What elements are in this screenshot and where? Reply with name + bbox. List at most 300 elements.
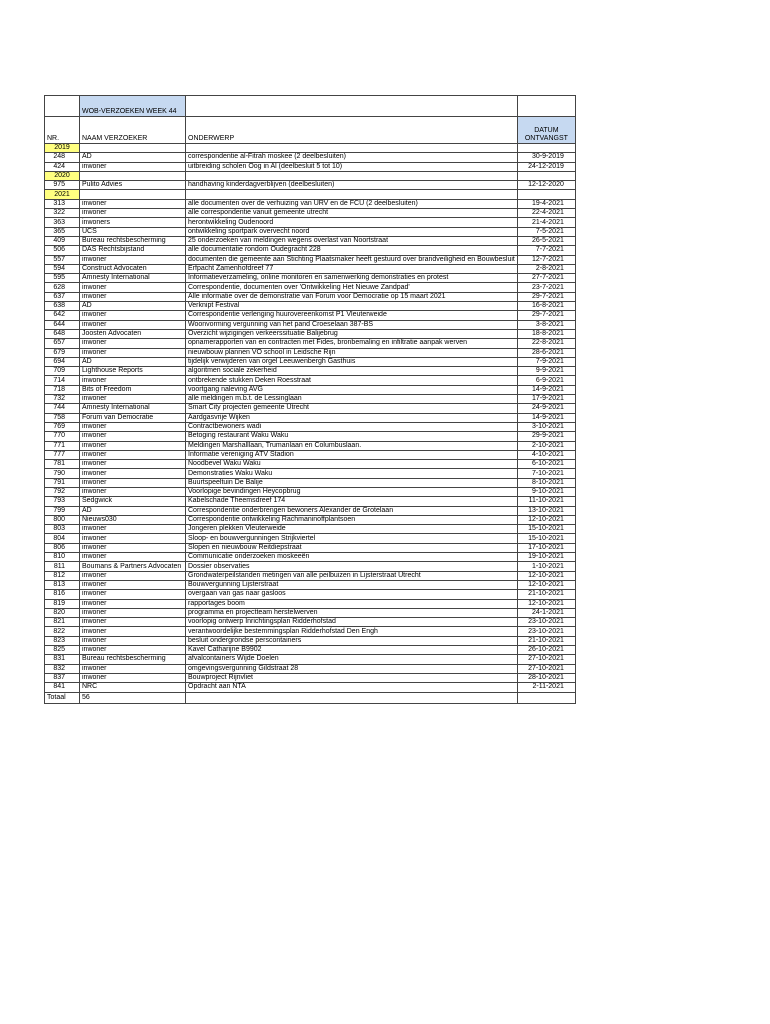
request-subject: alle correspondentie vanuit gemeente utrecht bbox=[186, 209, 518, 218]
request-subject: Correspondentie ontwikkeling Rachmaninoffplantsoen bbox=[186, 515, 518, 524]
request-number: 709 bbox=[45, 367, 80, 376]
table-row bbox=[45, 599, 576, 608]
header-onderwerp: ONDERWERP bbox=[186, 117, 518, 144]
request-number: 792 bbox=[45, 487, 80, 496]
received-date: 14-9-2021 bbox=[517, 413, 575, 422]
request-number: 694 bbox=[45, 357, 80, 366]
table-row bbox=[45, 311, 576, 320]
received-date: 7-5-2021 bbox=[517, 227, 575, 236]
table-row bbox=[45, 283, 576, 292]
request-number: 714 bbox=[45, 376, 80, 385]
empty-cell bbox=[186, 692, 518, 703]
received-date: 17-10-2021 bbox=[517, 543, 575, 552]
table-row bbox=[45, 441, 576, 450]
table-row bbox=[45, 664, 576, 673]
request-number: 781 bbox=[45, 460, 80, 469]
empty-cell bbox=[80, 144, 186, 153]
received-date: 12-10-2021 bbox=[517, 571, 575, 580]
request-number: 811 bbox=[45, 562, 80, 571]
table-row bbox=[45, 636, 576, 645]
requester-name: inwoner bbox=[80, 460, 186, 469]
requester-name: inwoner bbox=[80, 478, 186, 487]
year-row bbox=[45, 144, 576, 153]
received-date: 7-9-2021 bbox=[517, 357, 575, 366]
requester-name: Pulito Advies bbox=[80, 181, 186, 190]
request-subject: Informatie vereniging ATV Stadion bbox=[186, 450, 518, 459]
table-row bbox=[45, 571, 576, 580]
requester-name: AD bbox=[80, 302, 186, 311]
requester-name: NRC bbox=[80, 683, 186, 692]
year-row bbox=[45, 190, 576, 199]
request-subject: alle meldingen m.b.t. de Lessinglaan bbox=[186, 395, 518, 404]
requester-name: Construct Advocaten bbox=[80, 264, 186, 273]
request-number: 637 bbox=[45, 292, 80, 301]
request-number: 791 bbox=[45, 478, 80, 487]
request-subject: ontbrekende stukken Deken Roesstraat bbox=[186, 376, 518, 385]
table-row bbox=[45, 199, 576, 208]
requester-name: inwoner bbox=[80, 339, 186, 348]
requester-name: inwoners bbox=[80, 218, 186, 227]
request-subject: Meldingen Marshalllaan, Trumanlaan en Columbuslaan. bbox=[186, 441, 518, 450]
received-date: 12-12-2020 bbox=[517, 181, 575, 190]
request-number: 816 bbox=[45, 590, 80, 599]
received-date: 15-10-2021 bbox=[517, 525, 575, 534]
received-date: 8-10-2021 bbox=[517, 478, 575, 487]
requester-name: inwoner bbox=[80, 627, 186, 636]
request-subject: Erfpacht Zamenhofdreef 77 bbox=[186, 264, 518, 273]
requester-name: inwoner bbox=[80, 441, 186, 450]
year-label: 2019 bbox=[45, 144, 80, 153]
table-row bbox=[45, 227, 576, 236]
header-row bbox=[45, 117, 576, 144]
table-row bbox=[45, 246, 576, 255]
title-row bbox=[45, 96, 576, 117]
requester-name: inwoner bbox=[80, 534, 186, 543]
table-row bbox=[45, 339, 576, 348]
received-date: 21-10-2021 bbox=[517, 636, 575, 645]
request-number: 975 bbox=[45, 181, 80, 190]
request-subject: Sloop- en bouwvergunningen Strijkviertel bbox=[186, 534, 518, 543]
received-date: 24-12-2019 bbox=[517, 162, 575, 171]
request-number: 679 bbox=[45, 348, 80, 357]
request-subject: Contractbewoners wadi bbox=[186, 422, 518, 431]
total-row bbox=[45, 692, 576, 703]
requester-name: inwoner bbox=[80, 618, 186, 627]
request-subject: Bouwvergunning Lijsterstraat bbox=[186, 580, 518, 589]
received-date: 9-9-2021 bbox=[517, 367, 575, 376]
empty-cell bbox=[186, 144, 518, 153]
table-row bbox=[45, 478, 576, 487]
table-row bbox=[45, 562, 576, 571]
table-row bbox=[45, 162, 576, 171]
request-subject: ontwikkeling sportpark overvecht noord bbox=[186, 227, 518, 236]
table-row bbox=[45, 627, 576, 636]
request-number: 595 bbox=[45, 274, 80, 283]
received-date: 6-10-2021 bbox=[517, 460, 575, 469]
request-subject: Dossier observaties bbox=[186, 562, 518, 571]
table-row bbox=[45, 534, 576, 543]
total-count: 56 bbox=[80, 692, 186, 703]
requester-name: inwoner bbox=[80, 646, 186, 655]
requester-name: inwoner bbox=[80, 162, 186, 171]
received-date: 15-10-2021 bbox=[517, 534, 575, 543]
table-row bbox=[45, 395, 576, 404]
received-date: 19-10-2021 bbox=[517, 553, 575, 562]
requester-name: Bureau rechtsbescherming bbox=[80, 655, 186, 664]
requester-name: inwoner bbox=[80, 525, 186, 534]
requester-name: inwoner bbox=[80, 395, 186, 404]
request-subject: Correspondentie onderbrengen bewoners Alexander de Grotelaan bbox=[186, 506, 518, 515]
request-number: 506 bbox=[45, 246, 80, 255]
request-number: 825 bbox=[45, 646, 80, 655]
request-subject: Smart City projecten gemeente Utrecht bbox=[186, 404, 518, 413]
request-number: 424 bbox=[45, 162, 80, 171]
received-date: 2-8-2021 bbox=[517, 264, 575, 273]
header-datum: DATUM ONTVANGST bbox=[517, 117, 575, 144]
request-number: 813 bbox=[45, 580, 80, 589]
request-subject: tijdelijk verwijderen van orgel Leeuwenbergh Gasthuis bbox=[186, 357, 518, 366]
request-subject: alle documenten over de verhuizing van URV en de FCU (2 deelbesluiten) bbox=[186, 199, 518, 208]
empty-cell bbox=[517, 190, 575, 199]
request-subject: Demonstraties Waku Waku bbox=[186, 469, 518, 478]
request-subject: voorlopig ontwerp Inrichtingsplan Ridderhofstad bbox=[186, 618, 518, 627]
requester-name: inwoner bbox=[80, 209, 186, 218]
table-row bbox=[45, 515, 576, 524]
request-subject: Informatieverzameling, online monitoren en samenwerking demonstraties en protest bbox=[186, 274, 518, 283]
request-subject: verantwoordelijke bestemmingsplan Ridderhofstad Den Engh bbox=[186, 627, 518, 636]
received-date: 9-10-2021 bbox=[517, 487, 575, 496]
received-date: 28-10-2021 bbox=[517, 673, 575, 682]
empty-cell bbox=[517, 171, 575, 180]
requester-name: inwoner bbox=[80, 487, 186, 496]
header-naam: NAAM VERZOEKER bbox=[80, 117, 186, 144]
requester-name: inwoner bbox=[80, 292, 186, 301]
sheet-title: WOB-VERZOEKEN WEEK 44 bbox=[80, 96, 186, 117]
request-subject: overgaan van gas naar gasloos bbox=[186, 590, 518, 599]
table-row bbox=[45, 329, 576, 338]
table-row bbox=[45, 525, 576, 534]
empty-cell bbox=[517, 144, 575, 153]
request-number: 657 bbox=[45, 339, 80, 348]
empty-cell bbox=[186, 171, 518, 180]
received-date: 2-11-2021 bbox=[517, 683, 575, 692]
received-date: 27-10-2021 bbox=[517, 655, 575, 664]
table-row bbox=[45, 357, 576, 366]
requester-name: Amnesty International bbox=[80, 404, 186, 413]
received-date: 23-10-2021 bbox=[517, 618, 575, 627]
requester-name: inwoner bbox=[80, 320, 186, 329]
request-subject: Kavel Catharijne B9902 bbox=[186, 646, 518, 655]
empty-cell bbox=[517, 692, 575, 703]
received-date: 1-10-2021 bbox=[517, 562, 575, 571]
empty-cell bbox=[80, 171, 186, 180]
received-date: 4-10-2021 bbox=[517, 450, 575, 459]
table-row bbox=[45, 320, 576, 329]
request-subject: Betoging restaurant Waku Waku bbox=[186, 432, 518, 441]
received-date: 24-9-2021 bbox=[517, 404, 575, 413]
request-subject: Alle informatie over de demonstratie van Forum voor Democratie op 15 maart 2021 bbox=[186, 292, 518, 301]
request-subject: Kabelschade Theemsdreef 174 bbox=[186, 497, 518, 506]
requester-name: inwoner bbox=[80, 469, 186, 478]
requester-name: inwoner bbox=[80, 199, 186, 208]
year-label: 2021 bbox=[45, 190, 80, 199]
request-subject: Slopen en nieuwbouw Reitdiepstraat bbox=[186, 543, 518, 552]
received-date: 24-1-2021 bbox=[517, 608, 575, 617]
request-subject: Grondwaterpeilstanden metingen van alle peilbuizen in Lijsterstraat Utrecht bbox=[186, 571, 518, 580]
request-number: 648 bbox=[45, 329, 80, 338]
request-number: 837 bbox=[45, 673, 80, 682]
request-subject: Voorlopige bevindingen Heycopbrug bbox=[186, 487, 518, 496]
received-date: 23-7-2021 bbox=[517, 283, 575, 292]
request-subject: Opdracht aan NTA bbox=[186, 683, 518, 692]
received-date: 13-10-2021 bbox=[517, 506, 575, 515]
table-row bbox=[45, 618, 576, 627]
requester-name: Boumans & Partners Advocaten bbox=[80, 562, 186, 571]
requester-name: inwoner bbox=[80, 571, 186, 580]
received-date: 21-10-2021 bbox=[517, 590, 575, 599]
received-date: 29-7-2021 bbox=[517, 292, 575, 301]
requester-name: inwoner bbox=[80, 673, 186, 682]
request-subject: algoritmen sociale zekerheid bbox=[186, 367, 518, 376]
request-number: 313 bbox=[45, 199, 80, 208]
table-row bbox=[45, 553, 576, 562]
request-number: 831 bbox=[45, 655, 80, 664]
request-number: 409 bbox=[45, 236, 80, 245]
request-number: 820 bbox=[45, 608, 80, 617]
total-label: Totaal bbox=[45, 692, 80, 703]
table-row bbox=[45, 460, 576, 469]
request-number: 793 bbox=[45, 497, 80, 506]
request-subject: Verknipt Festival bbox=[186, 302, 518, 311]
requester-name: Sedgwick bbox=[80, 497, 186, 506]
request-number: 758 bbox=[45, 413, 80, 422]
request-number: 248 bbox=[45, 153, 80, 162]
request-subject: Correspondentie, documenten over 'Ontwikkeling Het Nieuwe Zandpad' bbox=[186, 283, 518, 292]
requester-name: inwoner bbox=[80, 283, 186, 292]
received-date: 27-7-2021 bbox=[517, 274, 575, 283]
received-date: 29-7-2021 bbox=[517, 311, 575, 320]
table-row bbox=[45, 255, 576, 264]
table-row bbox=[45, 450, 576, 459]
request-subject: afvalcontainers Wijde Doelen bbox=[186, 655, 518, 664]
request-subject: nieuwbouw plannen VO school in Leidsche Rijn bbox=[186, 348, 518, 357]
requester-name: Bits of Freedom bbox=[80, 385, 186, 394]
request-number: 799 bbox=[45, 506, 80, 515]
received-date: 28-6-2021 bbox=[517, 348, 575, 357]
request-number: 594 bbox=[45, 264, 80, 273]
request-number: 718 bbox=[45, 385, 80, 394]
table-row bbox=[45, 422, 576, 431]
received-date: 12-10-2021 bbox=[517, 580, 575, 589]
requester-name: inwoner bbox=[80, 348, 186, 357]
request-number: 363 bbox=[45, 218, 80, 227]
requester-name: inwoner bbox=[80, 664, 186, 673]
requester-name: AD bbox=[80, 357, 186, 366]
request-subject: uitbreiding scholen Oog in Al (deelbesluit 5 tot 10) bbox=[186, 162, 518, 171]
table-row bbox=[45, 608, 576, 617]
request-number: 557 bbox=[45, 255, 80, 264]
received-date: 7-10-2021 bbox=[517, 469, 575, 478]
received-date: 2-10-2021 bbox=[517, 441, 575, 450]
received-date: 21-4-2021 bbox=[517, 218, 575, 227]
request-subject: Correspondentie verlenging huurovereenkomst P1 Vleuterweide bbox=[186, 311, 518, 320]
requester-name: inwoner bbox=[80, 432, 186, 441]
request-subject: herontwikkeling Oudenoord bbox=[186, 218, 518, 227]
received-date: 19-4-2021 bbox=[517, 199, 575, 208]
table-row bbox=[45, 683, 576, 692]
received-date: 26-5-2021 bbox=[517, 236, 575, 245]
table-row bbox=[45, 413, 576, 422]
requester-name: Joosten Advocaten bbox=[80, 329, 186, 338]
received-date: 27-10-2021 bbox=[517, 664, 575, 673]
table-row bbox=[45, 153, 576, 162]
table-row bbox=[45, 487, 576, 496]
requester-name: inwoner bbox=[80, 543, 186, 552]
received-date: 18-8-2021 bbox=[517, 329, 575, 338]
received-date: 17-9-2021 bbox=[517, 395, 575, 404]
request-number: 365 bbox=[45, 227, 80, 236]
request-subject: alle documentatie rondom Oudegracht 228 bbox=[186, 246, 518, 255]
request-number: 821 bbox=[45, 618, 80, 627]
request-subject: Communicatie onderzoeken moskeeën bbox=[186, 553, 518, 562]
received-date: 26-10-2021 bbox=[517, 646, 575, 655]
request-subject: omgevingsvergunning Gildstraat 28 bbox=[186, 664, 518, 673]
received-date: 3-10-2021 bbox=[517, 422, 575, 431]
requester-name: inwoner bbox=[80, 255, 186, 264]
requester-name: AD bbox=[80, 506, 186, 515]
requester-name: inwoner bbox=[80, 450, 186, 459]
request-subject: Woonvorming vergunning van het pand Croeselaan 387-BS bbox=[186, 320, 518, 329]
table-row bbox=[45, 302, 576, 311]
table-row bbox=[45, 236, 576, 245]
request-subject: Noodbevel Waku Waku bbox=[186, 460, 518, 469]
request-subject: opnamerapporten van en contracten met Fides, bronbemaling en infiltratie aanpak werven bbox=[186, 339, 518, 348]
request-subject: Buurtspeeltuin De Balije bbox=[186, 478, 518, 487]
year-label: 2020 bbox=[45, 171, 80, 180]
request-subject: programma en projectteam herstelwerven bbox=[186, 608, 518, 617]
requester-name: Forum van Democratie bbox=[80, 413, 186, 422]
received-date: 12-10-2021 bbox=[517, 599, 575, 608]
request-number: 322 bbox=[45, 209, 80, 218]
requester-name: inwoner bbox=[80, 599, 186, 608]
request-number: 638 bbox=[45, 302, 80, 311]
request-subject: voortgang naleving AVG bbox=[186, 385, 518, 394]
received-date: 11-10-2021 bbox=[517, 497, 575, 506]
received-date: 22-4-2021 bbox=[517, 209, 575, 218]
table-row bbox=[45, 404, 576, 413]
table-row bbox=[45, 497, 576, 506]
request-subject: 25 onderzoeken van meldingen wegens overlast van Noortstraat bbox=[186, 236, 518, 245]
request-number: 819 bbox=[45, 599, 80, 608]
table-row bbox=[45, 432, 576, 441]
requester-name: Nieuws030 bbox=[80, 515, 186, 524]
requester-name: inwoner bbox=[80, 590, 186, 599]
year-row bbox=[45, 171, 576, 180]
requester-name: inwoner bbox=[80, 580, 186, 589]
table-row bbox=[45, 264, 576, 273]
table-row bbox=[45, 590, 576, 599]
request-subject: besluit ondergrondse perscontainers bbox=[186, 636, 518, 645]
requester-name: inwoner bbox=[80, 422, 186, 431]
requester-name: Bureau rechtsbescherming bbox=[80, 236, 186, 245]
table-row bbox=[45, 580, 576, 589]
request-number: 812 bbox=[45, 571, 80, 580]
request-number: 628 bbox=[45, 283, 80, 292]
wob-requests-table bbox=[44, 95, 576, 704]
received-date: 23-10-2021 bbox=[517, 627, 575, 636]
request-subject: Bouwproject Rijnvliet bbox=[186, 673, 518, 682]
table-row bbox=[45, 673, 576, 682]
request-number: 806 bbox=[45, 543, 80, 552]
received-date: 3-8-2021 bbox=[517, 320, 575, 329]
request-subject: correspondentie al-Fitrah moskee (2 deelbesluiten) bbox=[186, 153, 518, 162]
requester-name: inwoner bbox=[80, 311, 186, 320]
request-number: 770 bbox=[45, 432, 80, 441]
table-row bbox=[45, 469, 576, 478]
received-date: 12-7-2021 bbox=[517, 255, 575, 264]
received-date: 12-10-2021 bbox=[517, 515, 575, 524]
requester-name: inwoner bbox=[80, 376, 186, 385]
requester-name: Amnesty International bbox=[80, 274, 186, 283]
table-row bbox=[45, 506, 576, 515]
request-number: 810 bbox=[45, 553, 80, 562]
request-subject: Aardgasvrije Wijken bbox=[186, 413, 518, 422]
received-date: 16-8-2021 bbox=[517, 302, 575, 311]
request-number: 644 bbox=[45, 320, 80, 329]
request-number: 771 bbox=[45, 441, 80, 450]
table-row bbox=[45, 292, 576, 301]
request-subject: Jongeren plekken Vleuterweide bbox=[186, 525, 518, 534]
request-number: 777 bbox=[45, 450, 80, 459]
request-subject: documenten die gemeente aan Stichting Plaatsmaker heeft gestuurd over brandveiligheid en Bouwbesluit bbox=[186, 255, 518, 264]
table-row bbox=[45, 209, 576, 218]
requester-name: inwoner bbox=[80, 636, 186, 645]
table-row bbox=[45, 543, 576, 552]
received-date: 30-9-2019 bbox=[517, 153, 575, 162]
request-number: 642 bbox=[45, 311, 80, 320]
request-number: 841 bbox=[45, 683, 80, 692]
empty-cell bbox=[186, 190, 518, 199]
header-nr: NR. bbox=[45, 117, 80, 144]
received-date: 6-9-2021 bbox=[517, 376, 575, 385]
table-row bbox=[45, 646, 576, 655]
request-number: 790 bbox=[45, 469, 80, 478]
table-row bbox=[45, 385, 576, 394]
requester-name: DAS Rechtsbijstand bbox=[80, 246, 186, 255]
request-number: 822 bbox=[45, 627, 80, 636]
table-row bbox=[45, 348, 576, 357]
request-number: 732 bbox=[45, 395, 80, 404]
request-subject: rapportages boom bbox=[186, 599, 518, 608]
request-number: 823 bbox=[45, 636, 80, 645]
request-subject: handhaving kinderdagverblijven (deelbesluiten) bbox=[186, 181, 518, 190]
request-number: 832 bbox=[45, 664, 80, 673]
request-number: 804 bbox=[45, 534, 80, 543]
table-row bbox=[45, 218, 576, 227]
request-number: 769 bbox=[45, 422, 80, 431]
table-row bbox=[45, 181, 576, 190]
table-row bbox=[45, 274, 576, 283]
table-row bbox=[45, 367, 576, 376]
empty-cell bbox=[80, 190, 186, 199]
requester-name: Lighthouse Reports bbox=[80, 367, 186, 376]
requester-name: inwoner bbox=[80, 553, 186, 562]
received-date: 14-9-2021 bbox=[517, 385, 575, 394]
request-number: 744 bbox=[45, 404, 80, 413]
received-date: 29-9-2021 bbox=[517, 432, 575, 441]
received-date: 7-7-2021 bbox=[517, 246, 575, 255]
request-number: 800 bbox=[45, 515, 80, 524]
